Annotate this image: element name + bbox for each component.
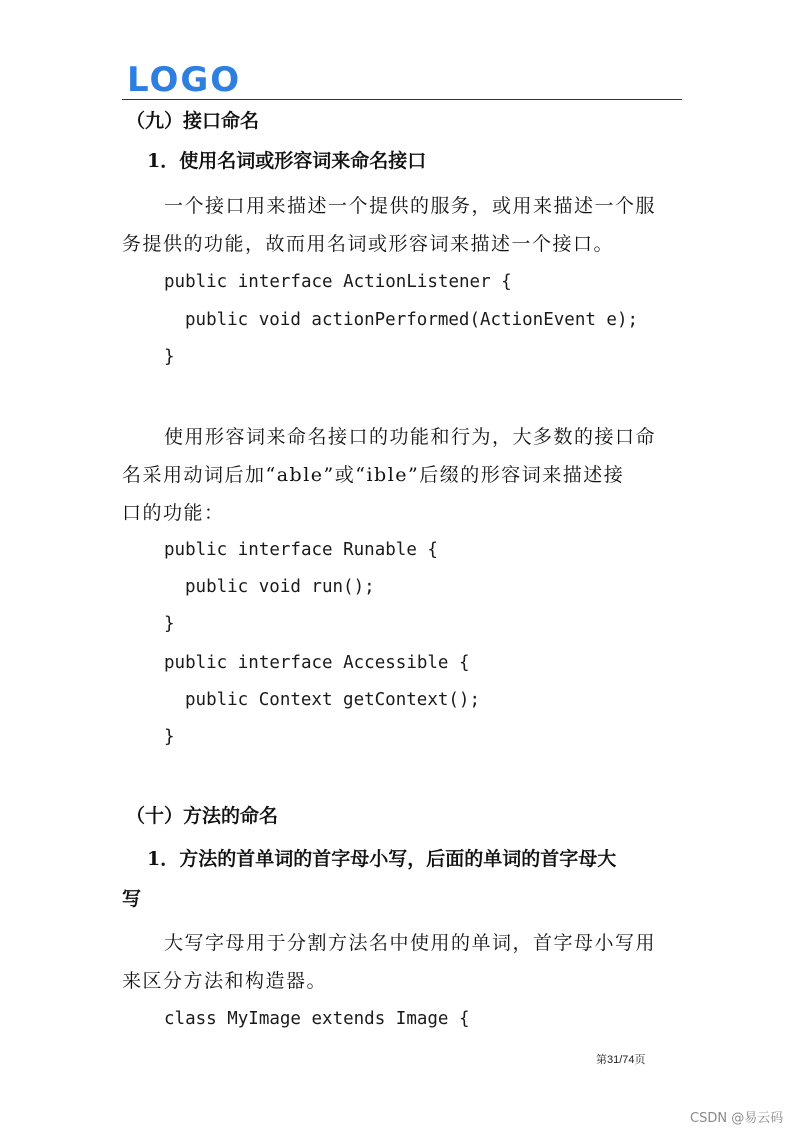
watermark: CSDN @易云码 [690, 1111, 784, 1126]
paragraph-line: 大写字母用于分割方法名中使用的单词，首字母小写用 [164, 932, 657, 954]
page-number: 第31/74页 [596, 1054, 646, 1066]
section-10-subheading: 1．方法的首单词的首字母小写，后面的单词的首字母大 [147, 848, 617, 870]
paragraph-line: 使用形容词来命名接口的功能和行为，大多数的接口命 [164, 426, 657, 448]
paragraph-line: 来区分方法和构造器。 [122, 970, 328, 992]
paragraph-line: 名采用动词后加“able”或“ible”后缀的形容词来描述接 [122, 464, 625, 486]
section-9-title: （九）接口命名 [126, 110, 260, 132]
paragraph-line: 口的功能： [122, 502, 225, 524]
code-line: } [164, 614, 175, 634]
code-line: public void run(); [185, 577, 375, 597]
code-line: public void actionPerformed(ActionEvent e); [185, 310, 639, 330]
paragraph-line: 务提供的功能，故而用名词或形容词来描述一个接口。 [122, 233, 615, 255]
code-line: public interface Accessible { [164, 653, 470, 673]
section-9-subheading: 1．使用名词或形容词来命名接口 [147, 150, 427, 172]
header-divider [122, 99, 682, 100]
code-line: public interface ActionListener { [164, 272, 512, 292]
code-line: } [164, 347, 175, 367]
section-10-subheading: 写 [122, 888, 142, 910]
code-line: class MyImage extends Image { [164, 1009, 470, 1029]
paragraph-line: 一个接口用来描述一个提供的服务，或用来描述一个服 [164, 195, 657, 217]
code-line: public Context getContext(); [185, 690, 481, 710]
logo: LOGO [127, 60, 242, 100]
code-line: } [164, 727, 175, 747]
code-line: public interface Runable { [164, 540, 438, 560]
section-10-title: （十）方法的命名 [126, 805, 279, 827]
